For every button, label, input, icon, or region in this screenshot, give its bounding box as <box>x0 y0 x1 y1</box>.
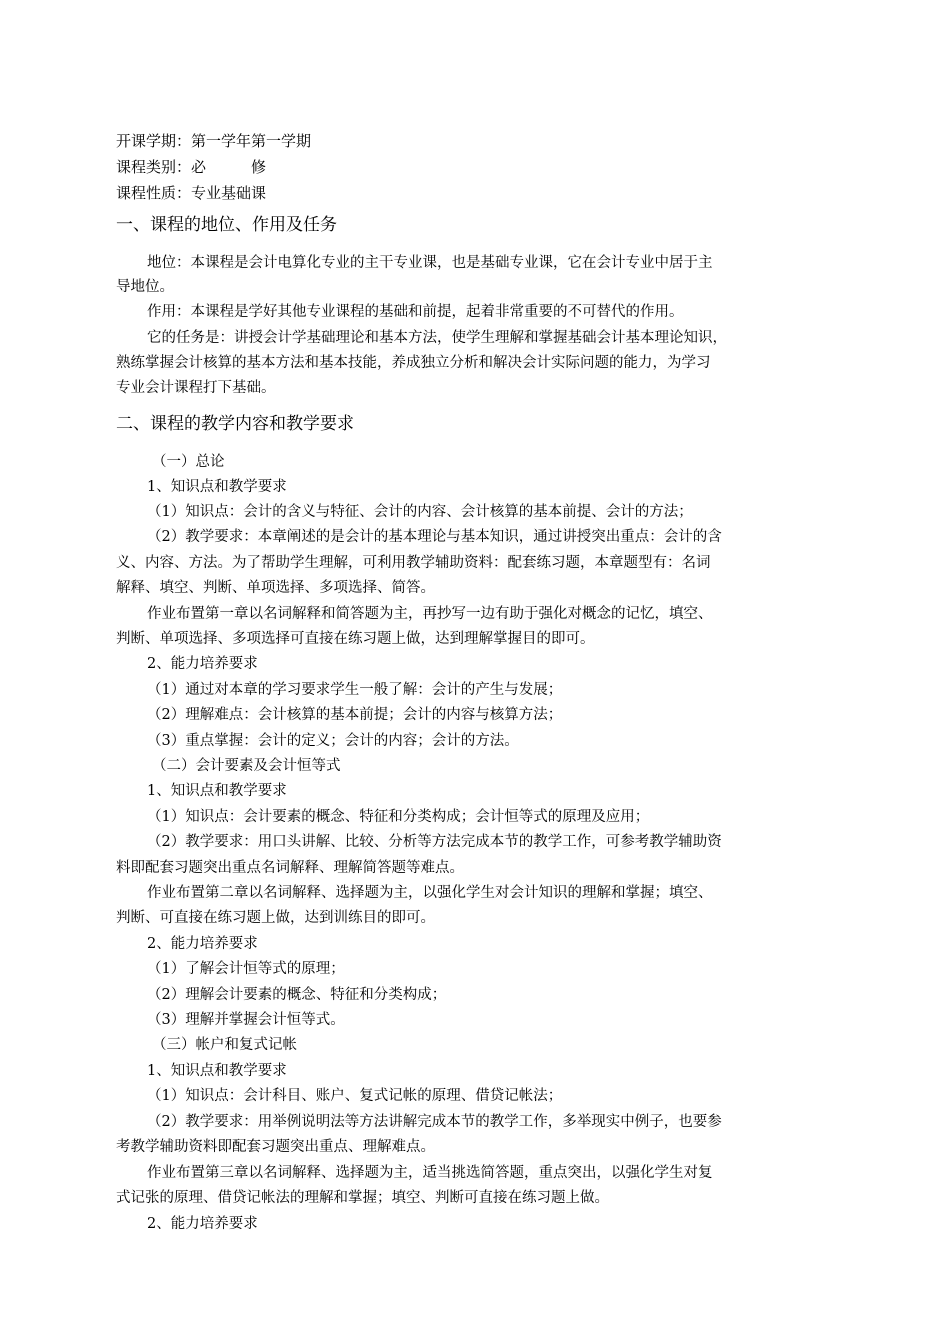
paragraph-line: （2）教学要求：用举例说明法等方法讲解完成本节的教学工作，多举现实中例子，也要参 <box>147 1114 722 1130</box>
paragraph-line: 考教学辅助资料即配套习题突出重点、理解难点。 <box>116 1139 435 1155</box>
paragraph-line: 地位：本课程是会计电算化专业的主干专业课，也是基础专业课，它在会计专业中居于主 <box>147 255 713 271</box>
paragraph-line: 2、能力培养要求 <box>147 1216 258 1232</box>
paragraph-line: （1）知识点：会计要素的概念、特征和分类构成；会计恒等式的原理及应用； <box>147 809 650 825</box>
paragraph-line: 式记张的原理、借贷记帐法的理解和掌握；填空、判断可直接在练习题上做。 <box>116 1190 609 1206</box>
nature-line: 课程性质：专业基础课 <box>116 184 267 202</box>
paragraph-line: 作业布置第三章以名词解释、选择题为主，适当挑选简答题，重点突出，以强化学生对复 <box>147 1165 713 1181</box>
paragraph-line: （3）重点掌握：会计的定义；会计的内容；会计的方法。 <box>147 733 519 749</box>
paragraph-line: （1）通过对本章的学习要求学生一般了解：会计的产生与发展； <box>147 682 563 698</box>
paragraph-line: 2、能力培养要求 <box>147 656 258 672</box>
term-line: 开课学期：第一学年第一学期 <box>116 132 312 150</box>
paragraph-line: 1、知识点和教学要求 <box>147 479 287 495</box>
subsection-title: （三）帐户和复式记帐 <box>152 1037 297 1053</box>
paragraph-line: 熟练掌握会计核算的基本方法和基本技能，养成独立分析和解决会计实际问题的能力，为学习 <box>116 355 711 371</box>
paragraph-line: （1）知识点：会计科目、账户、复式记帐的原理、借贷记帐法； <box>147 1088 563 1104</box>
paragraph-line: 1、知识点和教学要求 <box>147 783 287 799</box>
paragraph-line: （2）理解难点：会计核算的基本前提；会计的内容与核算方法； <box>147 707 563 723</box>
section-heading-1: 一、课程的地位、作用及任务 <box>116 215 337 235</box>
paragraph-line: （1）知识点：会计的含义与特征、会计的内容、会计核算的基本前提、会计的方法； <box>147 504 693 520</box>
paragraph-line: 义、内容、方法。为了帮助学生理解，可利用教学辅助资料：配套练习题，本章题型有：名词 <box>116 555 711 571</box>
paragraph-line: （2）教学要求：本章阐述的是会计的基本理论与基本知识，通过讲授突出重点：会计的含 <box>147 529 722 545</box>
subsection-title: （一）总论 <box>152 454 225 470</box>
paragraph-line: （2）理解会计要素的概念、特征和分类构成； <box>147 987 447 1003</box>
subsection-title: （二）会计要素及会计恒等式 <box>152 758 341 774</box>
category-line: 课程类别：必 修 <box>116 158 267 176</box>
paragraph-line: 专业会计课程打下基础。 <box>116 380 276 396</box>
paragraph-line: （3）理解并掌握会计恒等式。 <box>147 1012 345 1028</box>
paragraph-line: 作业布置第二章以名词解释、选择题为主，以强化学生对会计知识的理解和掌握；填空、 <box>147 885 713 901</box>
paragraph-line: 它的任务是：讲授会计学基础理论和基本方法，使学生理解和掌握基础会计基本理论知识， <box>147 330 727 346</box>
paragraph-line: 作业布置第一章以名词解释和简答题为主，再抄写一边有助于强化对概念的记忆，填空、 <box>147 606 713 622</box>
paragraph-line: 判断、可直接在练习题上做，达到训练目的即可。 <box>116 910 435 926</box>
paragraph-line: 料即配套习题突出重点名词解释、理解简答题等难点。 <box>116 860 464 876</box>
section-heading-2: 二、课程的教学内容和教学要求 <box>116 414 354 434</box>
paragraph-line: 导地位。 <box>116 279 174 295</box>
paragraph-line: 判断、单项选择、多项选择可直接在练习题上做，达到理解掌握目的即可。 <box>116 631 595 647</box>
paragraph-line: 1、知识点和教学要求 <box>147 1063 287 1079</box>
paragraph-line: 解释、填空、判断、单项选择、多项选择、简答。 <box>116 580 435 596</box>
paragraph-line: 作用：本课程是学好其他专业课程的基础和前提，起着非常重要的不可替代的作用。 <box>147 304 684 320</box>
paragraph-line: （2）教学要求：用口头讲解、比较、分析等方法完成本节的教学工作，可参考教学辅助资 <box>147 834 722 850</box>
paragraph-line: （1）了解会计恒等式的原理； <box>147 961 345 977</box>
paragraph-line: 2、能力培养要求 <box>147 936 258 952</box>
